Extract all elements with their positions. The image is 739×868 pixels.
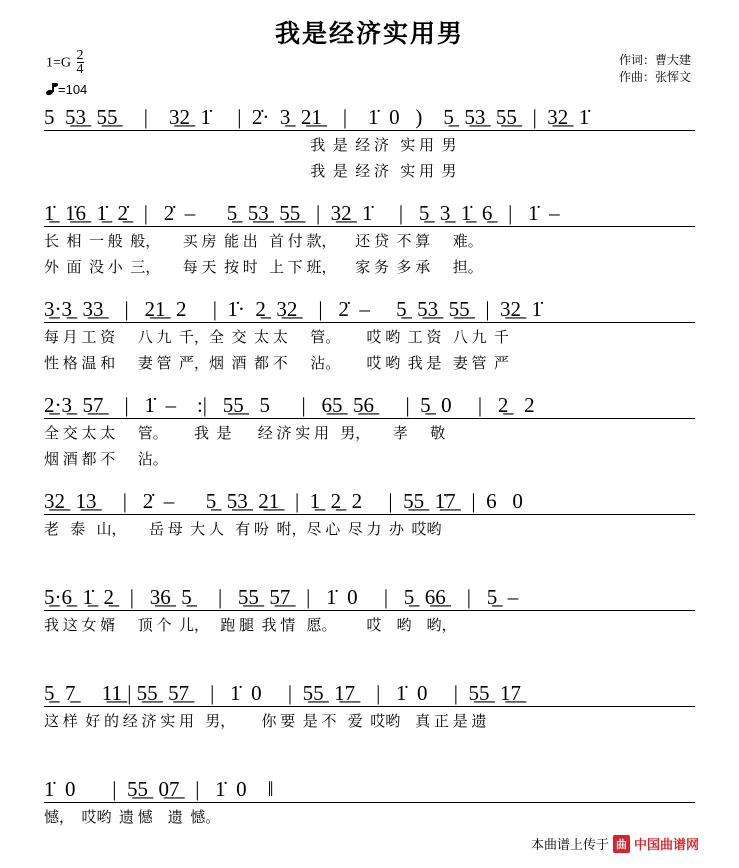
music-systems: [0, 100, 739, 868]
tempo-marking: [46, 82, 87, 97]
site-logo-icon: 曲: [613, 835, 630, 853]
footer-text: 本曲谱上传于: [530, 837, 609, 852]
music-system: [44, 676, 695, 772]
notation-line: 1̲̇ 1̲̇6̲ 1̲̇ 2̲̇ | 2̇ – 5̲ 5̲3̲ 5̲5̲ | 3̲2̲ 1̇ | 5̲ 3̲ 1̲̇ 6̲ | 1̇ –: [44, 201, 560, 225]
music-system: [44, 484, 695, 580]
lyric-line-2: 外 面 没 小 三， 每 天 按 时 上 下 班， 家 务 多 承 担。: [44, 260, 483, 276]
lyric-line-1: 老 泰 山， 岳 母 大 人 有 吩 咐，尽 心 尽 力 办 哎哟: [44, 522, 442, 538]
quarter-note-icon: [46, 83, 58, 97]
lyric-line-1: 我 这 女 婿 顶 个 儿， 跑 腿 我 情 愿。 哎 哟 哟，: [44, 618, 457, 634]
music-system: [44, 196, 695, 292]
site-name: 中国曲谱网: [633, 837, 699, 852]
notation-line: 3̲2̲ 1̲3̲ | 2̇ – 5̲ 5̲3̲ 2̲1̲ | 1̲ 2̲ 2 | 5̲5̲ 1̲̇7̲ | 6 0: [44, 489, 523, 513]
notation-line: 3̲·3̲ 3̲3̲ | 2̲1̲ 2 | 1̇· 2̲ 3̲2̲ | 2̇ – 5̲ 5̲3̲ 5̲5̲ | 3̲2̲ 1̇: [44, 297, 543, 321]
notation-line: 2̲·3̲ 5̲7̲ | 1̇ – :| 5̲5̲ 5 | 6̲5̲ 5̲6̲ | 5̲ 0 | 2̲ 2: [44, 393, 535, 417]
lyric-line-1: 全 交 太 太 管。 我 是 经 济 实 用 男， 孝 敬: [44, 426, 446, 442]
key-label: 1=G: [46, 55, 72, 71]
staff-rule: [44, 610, 695, 611]
notation-line: 1̇ 0 | 5̲5̲ 0̲7̲ | 1̇ 0 ‖: [44, 777, 274, 801]
lyric-line-1: 憾， 哎哟 遗 憾 遗 憾。: [44, 810, 221, 826]
notation-line: 5̲ 7̲ 1̲1̲ | 5̲5̲ 5̲7̲ | 1̇ 0 | 5̲5̲ 1̲7̲ | 1̇ 0 | 5̲5̲ 1̲7̲: [44, 681, 521, 705]
lyric-line-2: 性 格 温 和 妻 管 严，烟 酒 都 不 沾。 哎 哟 我 是 妻 管 严: [44, 356, 510, 372]
page-title: 我是经济实用男: [274, 21, 464, 48]
music-system: [44, 292, 695, 388]
staff-rule: [44, 802, 695, 803]
lyric-line-1: 我 是 经 济 实 用 男: [44, 138, 457, 154]
lyric-line-1: 长 相 一 般 般， 买 房 能 出 首 付 款， 还 贷 不 算 难。: [44, 234, 483, 250]
footer-watermark: [531, 834, 699, 853]
lyric-line-1: 每 月 工 资 八 九 千，全 交 太 太 管。 哎 哟 工 资 八 九 千: [44, 330, 510, 346]
lyric-line-2: 我 是 经 济 实 用 男: [44, 164, 457, 180]
staff-rule: [44, 418, 695, 419]
music-system: [44, 100, 695, 196]
time-signature: $\frac{2}{4}$: [76, 48, 84, 77]
staff-rule: [44, 514, 695, 515]
lyric-line-2: 烟 酒 都 不 沾。: [44, 452, 168, 468]
staff-rule: [44, 322, 695, 323]
staff-rule: [44, 130, 695, 131]
lyricist: 作词：曹大建: [618, 53, 691, 67]
lyric-line-1: 这 样 好 的 经 济 实 用 男， 你 要 是 不 爱 哎哟 真 正 是 遗: [44, 714, 487, 730]
staff-rule: [44, 226, 695, 227]
credits: [619, 52, 691, 86]
notation-line: 5 5̲3̲ 5̲5̲ | 3̲2̲ 1̇ | 2̇· 3̲ 2̲1̲ | 1̇ 0 ) 5̲ 5̲3̲ 5̲5̲ | 3̲2̲ 1̇: [44, 105, 590, 129]
notation-line: 5̲·6̲ 1̲̇ 2̲ | 3̲6̲ 5̲ | 5̲5̲ 5̲7̲ | 1̇ 0 | 5̲ 6̲6̲ | 5̲ –: [44, 585, 519, 609]
key-signature: [46, 50, 84, 77]
music-system: [44, 772, 695, 868]
music-system: [44, 388, 695, 484]
staff-rule: [44, 706, 695, 707]
tempo-value: =104: [58, 82, 88, 97]
composer: 作曲：张恽文: [618, 70, 691, 84]
music-system: [44, 580, 695, 676]
